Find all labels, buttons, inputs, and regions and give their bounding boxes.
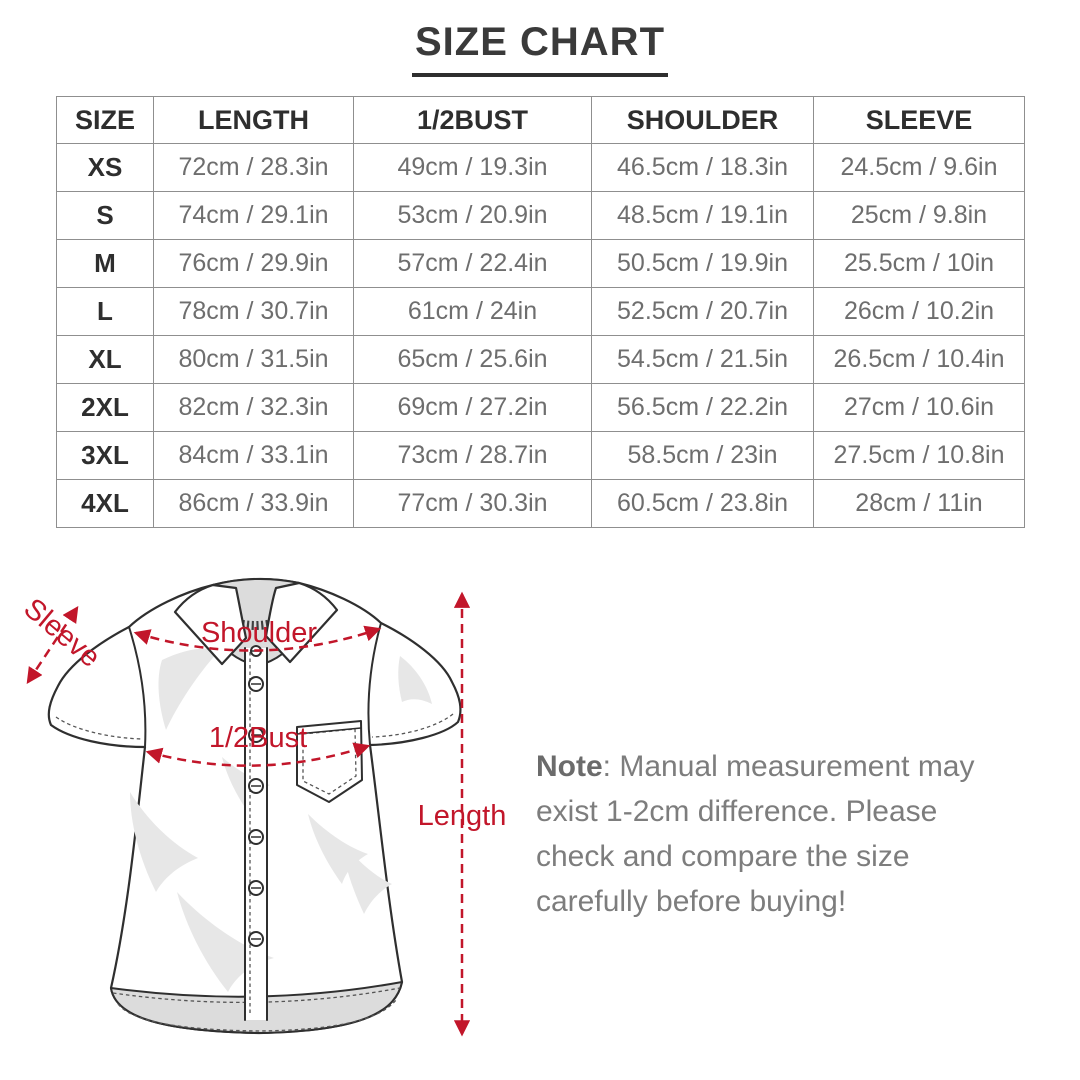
- table-row: [57, 288, 1025, 336]
- cell-size: 3XL: [57, 432, 154, 480]
- table-row: [57, 240, 1025, 288]
- table-header-row: [57, 97, 1025, 144]
- cell-halfbust: 53cm / 20.9in: [354, 192, 592, 240]
- cell-sleeve: 26.5cm / 10.4in: [814, 336, 1025, 384]
- cell-sleeve: 28cm / 11in: [814, 480, 1025, 528]
- cell-sleeve: 25.5cm / 10in: [814, 240, 1025, 288]
- table-row: [57, 480, 1025, 528]
- cell-size: L: [57, 288, 154, 336]
- table-row: [57, 336, 1025, 384]
- shoulder-label: Shoulder: [200, 617, 318, 649]
- header-length: LENGTH: [154, 97, 354, 144]
- cell-sleeve: 26cm / 10.2in: [814, 288, 1025, 336]
- header-shoulder: SHOULDER: [592, 97, 814, 144]
- cell-shoulder: 60.5cm / 23.8in: [592, 480, 814, 528]
- table-row: [57, 432, 1025, 480]
- cell-halfbust: 57cm / 22.4in: [354, 240, 592, 288]
- note-text: : Manual measurement may exist 1-2cm difference. Please check and compare the size carefully before buying!: [536, 750, 975, 918]
- cell-size: XL: [57, 336, 154, 384]
- sleeve-label: Sleeve: [17, 592, 107, 674]
- cell-shoulder: 48.5cm / 19.1in: [592, 192, 814, 240]
- table-row: [57, 144, 1025, 192]
- cell-halfbust: 77cm / 30.3in: [354, 480, 592, 528]
- cell-halfbust: 65cm / 25.6in: [354, 336, 592, 384]
- table-row: [57, 192, 1025, 240]
- cell-shoulder: 46.5cm / 18.3in: [592, 144, 814, 192]
- cell-halfbust: 73cm / 28.7in: [354, 432, 592, 480]
- cell-length: 84cm / 33.1in: [154, 432, 354, 480]
- cell-halfbust: 61cm / 24in: [354, 288, 592, 336]
- cell-length: 76cm / 29.9in: [154, 240, 354, 288]
- cell-shoulder: 52.5cm / 20.7in: [592, 288, 814, 336]
- cell-length: 82cm / 32.3in: [154, 384, 354, 432]
- cell-size: 2XL: [57, 384, 154, 432]
- cell-length: 86cm / 33.9in: [154, 480, 354, 528]
- cell-length: 80cm / 31.5in: [154, 336, 354, 384]
- size-table: [56, 96, 1025, 528]
- cell-shoulder: 50.5cm / 19.9in: [592, 240, 814, 288]
- note-paragraph: [536, 744, 1022, 924]
- cell-size: 4XL: [57, 480, 154, 528]
- cell-sleeve: 24.5cm / 9.6in: [814, 144, 1025, 192]
- header-size: SIZE: [57, 97, 154, 144]
- table-row: [57, 384, 1025, 432]
- half-bust-label: 1/2Bust: [208, 722, 308, 754]
- cell-shoulder: 54.5cm / 21.5in: [592, 336, 814, 384]
- cell-sleeve: 27cm / 10.6in: [814, 384, 1025, 432]
- header-sleeve: SLEEVE: [814, 97, 1025, 144]
- cell-sleeve: 27.5cm / 10.8in: [814, 432, 1025, 480]
- cell-length: 74cm / 29.1in: [154, 192, 354, 240]
- cell-halfbust: 69cm / 27.2in: [354, 384, 592, 432]
- header-halfbust: 1/2BUST: [354, 97, 592, 144]
- title-wrap: [0, 20, 1080, 77]
- cell-sleeve: 25cm / 9.8in: [814, 192, 1025, 240]
- length-label: Length: [417, 800, 507, 832]
- cell-halfbust: 49cm / 19.3in: [354, 144, 592, 192]
- cell-length: 72cm / 28.3in: [154, 144, 354, 192]
- page-title: SIZE CHART: [412, 20, 668, 77]
- cell-size: S: [57, 192, 154, 240]
- cell-shoulder: 56.5cm / 22.2in: [592, 384, 814, 432]
- cell-size: M: [57, 240, 154, 288]
- cell-length: 78cm / 30.7in: [154, 288, 354, 336]
- cell-size: XS: [57, 144, 154, 192]
- cell-shoulder: 58.5cm / 23in: [592, 432, 814, 480]
- note-label: Note: [536, 750, 603, 783]
- shirt-measurement-diagram: [12, 552, 522, 1074]
